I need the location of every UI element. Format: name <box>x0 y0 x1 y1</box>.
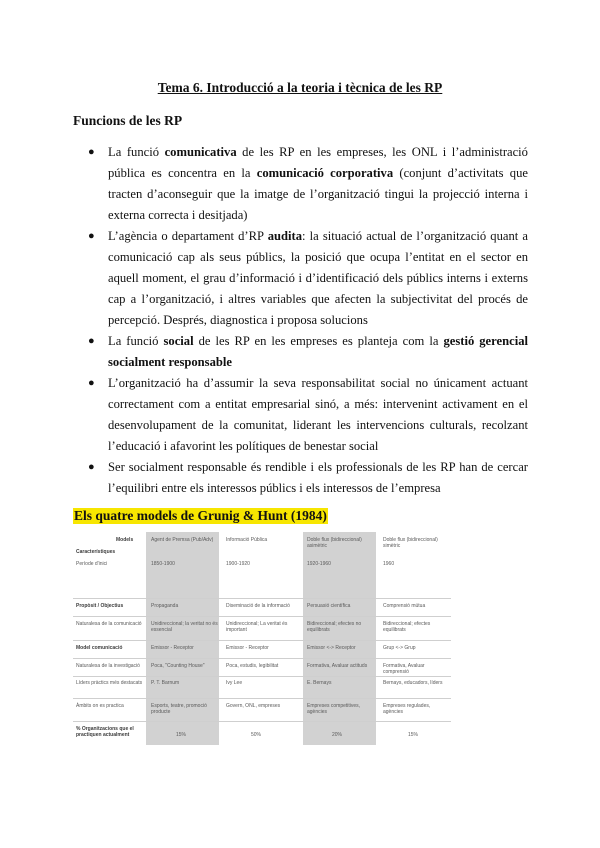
bullet-emphasis: social <box>163 334 194 348</box>
table-cell: Emissor - Receptor <box>226 645 269 651</box>
table-cell: P. T. Barnum <box>151 680 180 686</box>
table-cell: Formativa, Avaluar comprensió <box>383 663 425 675</box>
table-row-divider <box>73 721 451 722</box>
bullet-item <box>73 373 528 457</box>
bullet-list <box>73 142 528 499</box>
table-cell: Bernays, educadors, líders <box>383 680 443 686</box>
table-cell: Líders pràctics més destacats <box>76 680 143 686</box>
section-heading: Funcions de les RP <box>73 113 183 128</box>
bullet-emphasis: comunicativa <box>164 145 237 159</box>
bullet-text: La funció <box>108 145 165 159</box>
table-cell: Esports, teatre, promoció producte <box>151 703 207 715</box>
table-cell: 1850-1900 <box>151 561 175 567</box>
table-cell: Formativa, Avaluar actituds <box>307 663 368 669</box>
table-cell: Govern, ONL, empreses <box>226 703 281 709</box>
table-cell: Ivy Lee <box>226 680 243 686</box>
bullet-text: (conjunt d’activitats que tracten d’aconseguir que la imatge de l’organització tingui la projecció interna i externa correcta i desitjada) <box>108 166 528 222</box>
table-cell: Model comunicació <box>76 645 123 651</box>
bullet-text: Ser socialment responsable és rendible i els professionals de les RP han de cercar l’equilibri entre els interessos públics i els interessos de l’empresa <box>108 460 528 495</box>
table-cell: Empreses regulades, agències <box>383 703 431 715</box>
table-cell: Comprensió mútua <box>383 603 426 609</box>
table-cell: Unidireccional; La veritat és important <box>226 621 288 633</box>
bullet-dot-icon: ● <box>88 335 95 347</box>
table-cell: Característiques <box>76 549 116 555</box>
table-cell: Models <box>116 537 134 543</box>
table-cell: Persuasió científica <box>307 603 351 609</box>
bullet-item <box>73 226 528 331</box>
table-row-divider <box>73 640 451 641</box>
bullet-text: L’organització ha d’assumir la seva responsabilitat social no únicament actuant correctament com a entitat empresarial sinó, a més: intervenint activament en el desenvolupament de la comunitat, liderant les intervencions culturals, recolzant l’educació i afavorint les polítiques de benestar social <box>108 376 528 453</box>
bullet-text: L’agència o departament d’RP <box>108 229 268 243</box>
table-cell: Emissor <-> Receptor <box>307 645 356 651</box>
grunig-hunt-table <box>73 532 451 745</box>
table-cell: Naturalesa de la comunicació <box>76 621 142 627</box>
table-cell: Doble flux (bidireccional) asimètric <box>307 537 362 549</box>
table-row-divider <box>73 676 451 677</box>
table-cell: 15% <box>408 732 419 738</box>
bullet-emphasis: comunicació corporativa <box>256 166 394 180</box>
table-cell: 1900-1920 <box>226 561 250 567</box>
table-cell: Doble flux (bidireccional) simètric <box>383 537 438 549</box>
table-cell: Propòsit / Objectius <box>76 603 124 609</box>
table-cell: Naturalesa de la investigació <box>76 663 140 669</box>
bullet-text: : la situació actual de l’organització quant a comunicació cap als seus públics, la posició que ocupa l’entitat en el sector en aquell moment, el grau d’informació i d’identificació dels públics interns i externs cap a l’organització, i altres variables que afecten la subjectivitat del procés de percepció. Després, diagnostica i proposa solucions <box>108 229 528 327</box>
page-title: Tema 6. Introducció a la teoria i tècnica de les RP <box>157 80 443 95</box>
table-cell: Bidireccional; efectes no equilibrats <box>307 621 362 633</box>
table-row-divider <box>73 698 451 699</box>
bullet-item <box>73 142 528 226</box>
table-cell: Període d'inici <box>76 561 108 567</box>
table-cell: Empreses competitives, agències <box>307 703 361 715</box>
table-cell: 1920-1960 <box>307 561 331 567</box>
table-cell: Bidireccional; efectes equilibrats <box>383 621 431 633</box>
bullet-item <box>73 457 528 499</box>
table-cell: Propaganda <box>151 603 179 609</box>
table-cell: Agent de Premsa (Pub/Adv) <box>151 537 214 543</box>
table-cell: Àmbits on es practica <box>76 703 124 709</box>
bullet-emphasis: gestió gerencial socialment responsable <box>108 334 528 369</box>
bullet-item <box>73 331 528 373</box>
table-cell: Poca, estudis, legibilitat <box>226 663 279 669</box>
bullet-text: de les RP en les empreses, les ONL i l’administració pública es concentra en la <box>108 145 528 180</box>
bullet-dot-icon: ● <box>88 377 95 389</box>
table-cell: 15% <box>176 732 187 738</box>
table-cell: Diseminació de la informació <box>226 603 290 609</box>
bullet-dot-icon: ● <box>88 230 95 242</box>
table-row-divider <box>73 616 451 617</box>
table-cell: 20% <box>332 732 343 738</box>
bullet-dot-icon: ● <box>88 461 95 473</box>
table-cell: Poca, "Counting House" <box>151 663 205 669</box>
table-cell: E. Bernays <box>307 680 332 686</box>
table-cell: % Organitzacions que el practiquen actualment <box>76 726 134 738</box>
bullet-dot-icon: ● <box>88 146 95 158</box>
table-cell: 50% <box>251 732 262 738</box>
table-cell: Grup <-> Grup <box>383 645 416 651</box>
bullet-text: La funció <box>108 334 164 348</box>
table-cell: Unidireccional; la veritat no és essencial <box>151 621 218 633</box>
models-heading: Els quatre models de Grunig & Hunt (1984) <box>74 508 327 523</box>
table-row-divider <box>73 658 451 659</box>
table-cell: Emissor - Receptor <box>151 645 194 651</box>
table-cell: 1960 <box>383 561 395 567</box>
table-cell: Informació Pública <box>226 537 268 543</box>
bullet-emphasis: audita <box>267 229 303 243</box>
bullet-text: de les RP en les empreses es planteja com la <box>193 334 444 348</box>
table-row-divider <box>73 598 451 599</box>
